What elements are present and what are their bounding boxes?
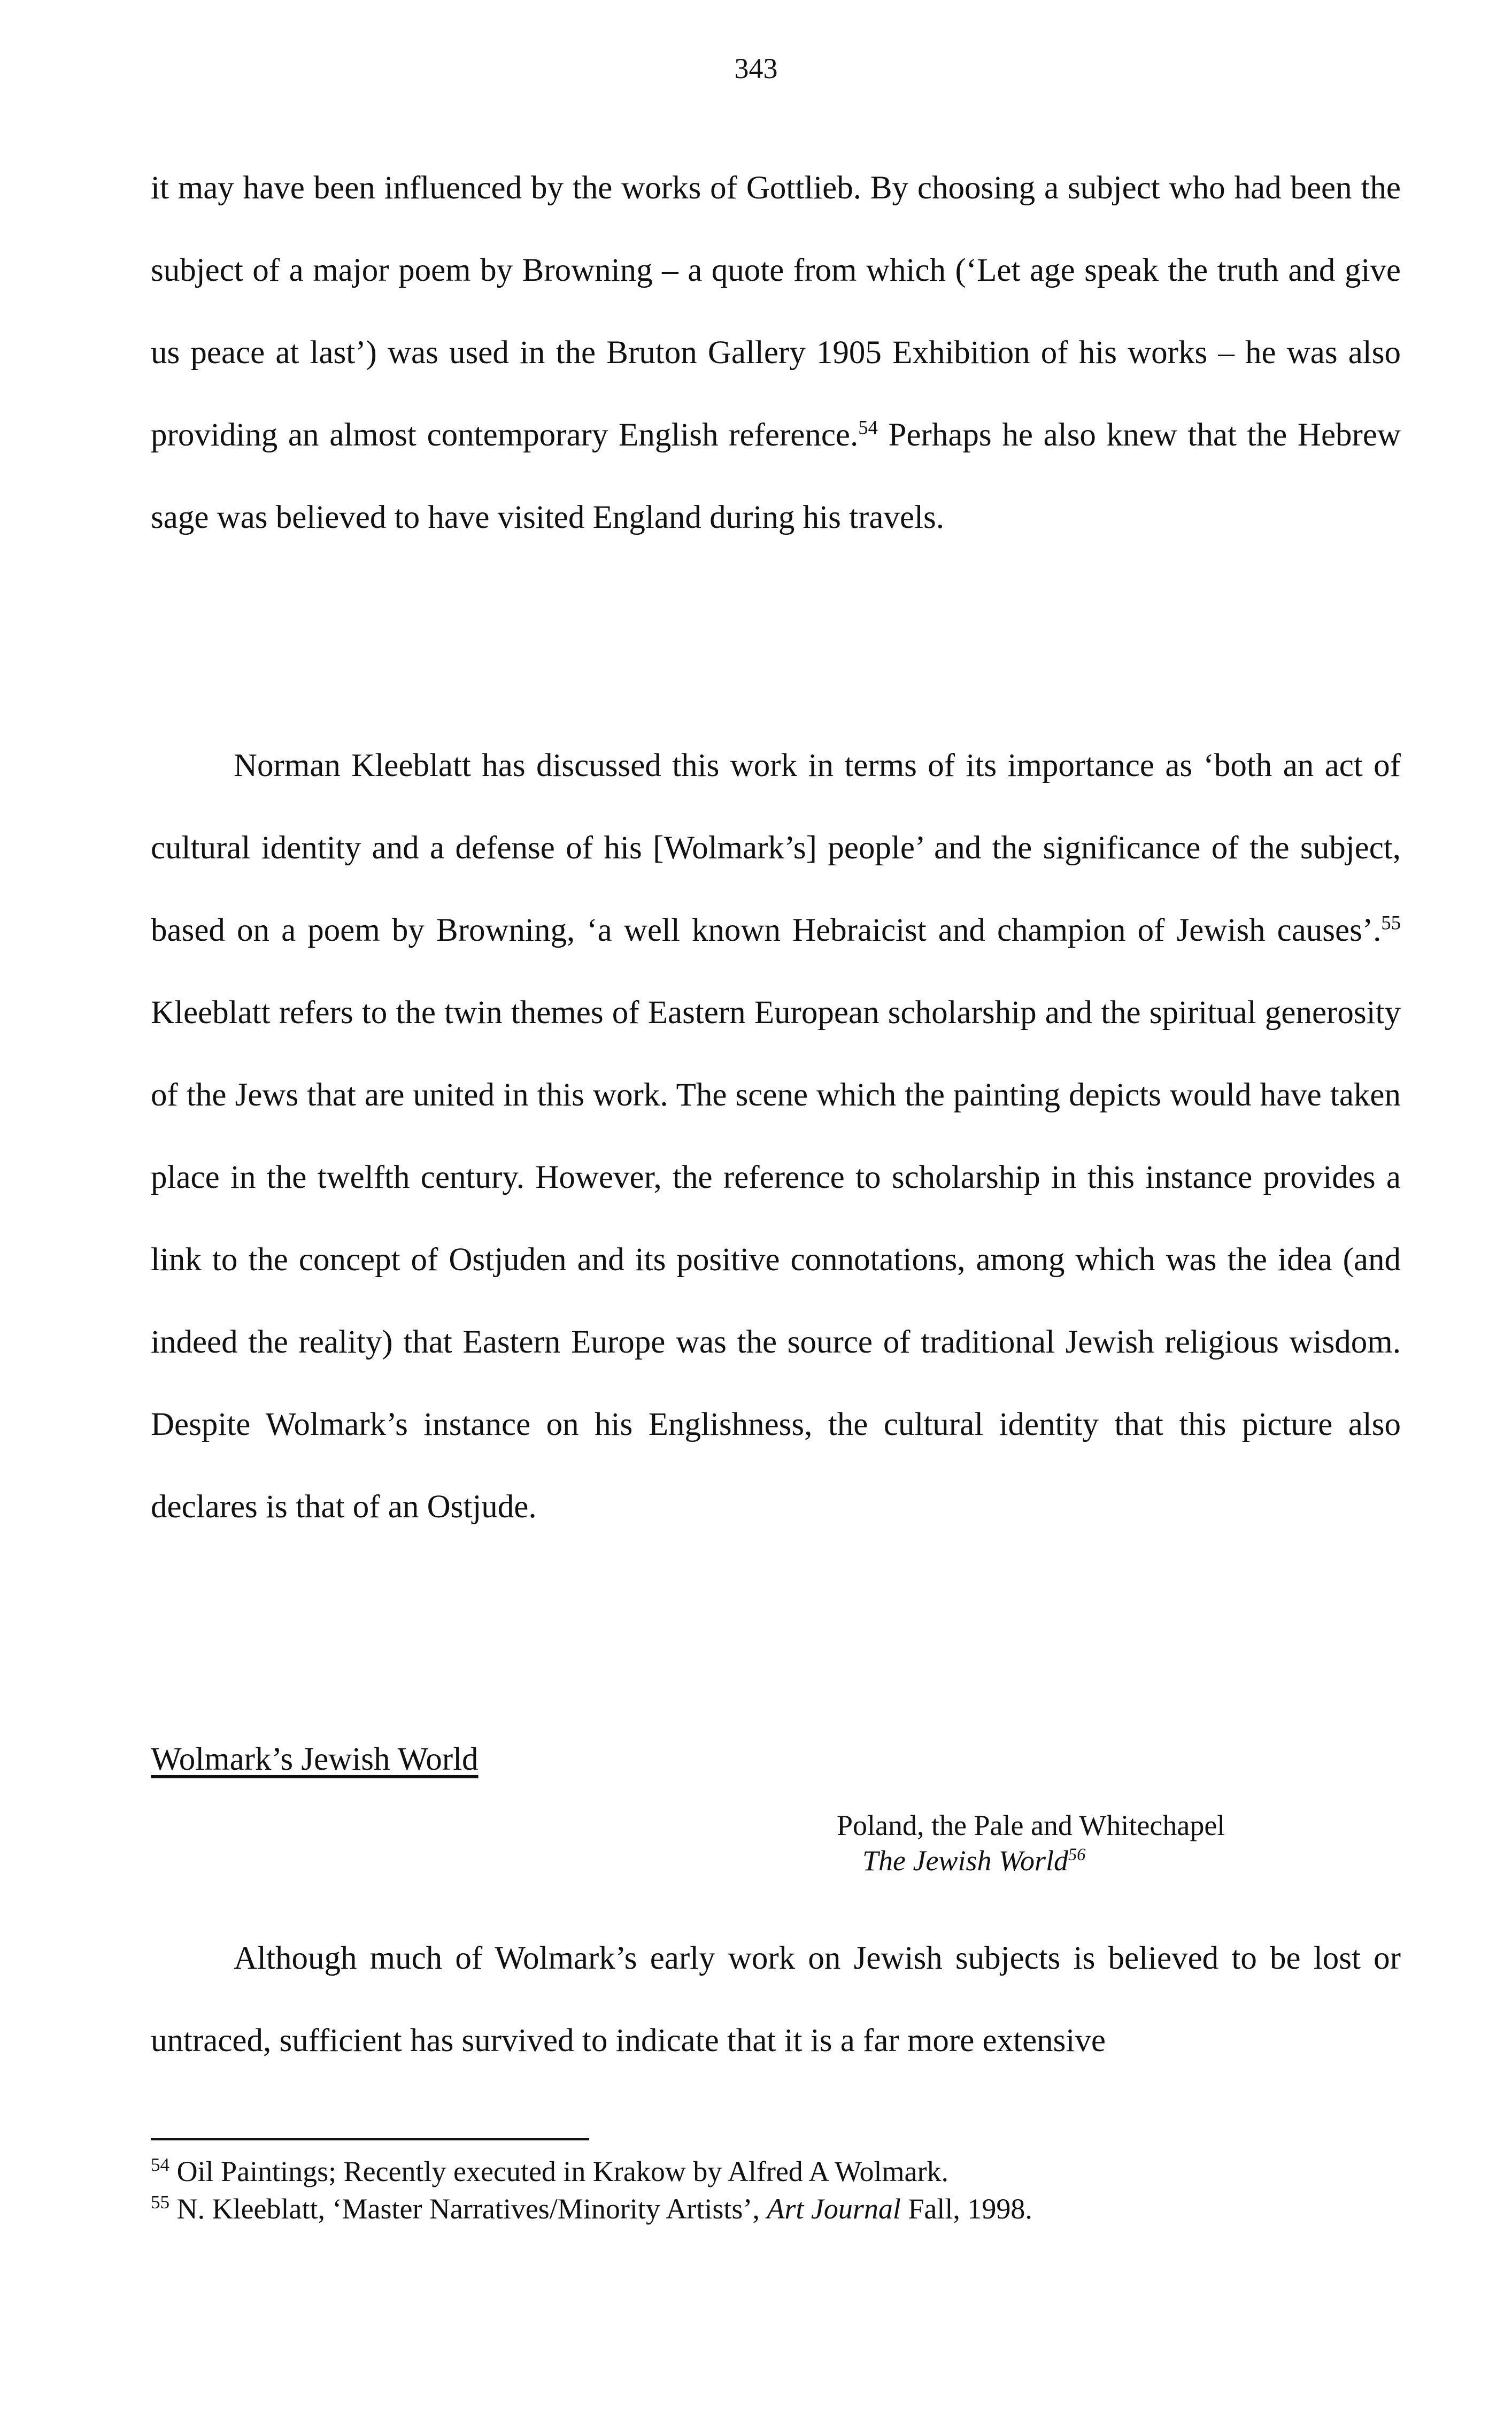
section-heading: Wolmark’s Jewish World bbox=[151, 1741, 479, 1777]
footnotes bbox=[151, 2153, 1401, 2228]
footnote-ref[interactable]: 55 bbox=[1381, 911, 1401, 934]
footnote-number: 54 bbox=[151, 2154, 170, 2175]
body-paragraph bbox=[151, 147, 1401, 559]
footnote-number: 55 bbox=[151, 2192, 170, 2213]
footnote-divider bbox=[151, 2138, 589, 2140]
paragraph-text: it may have been influenced by the works of Gottlieb. By choosing a subject who had been the subject of a major poem by Browning – a quote from which (‘Let age speak the truth and give us peace at last’) was used in the Bruton Gallery 1905 Exhibition of his works – he was also providing an almost contemporary English reference. bbox=[151, 170, 1401, 453]
paragraph-text: Norman Kleeblatt has discussed this work in terms of its importance as ‘both an act of cultural identity and a defense of his [Wolmark’s] people’ and the significance of the subject, based on a poem by Browning, ‘a well known Hebraicist and champion of Jewish causes’. bbox=[151, 748, 1401, 948]
body-paragraph bbox=[151, 1917, 1401, 2082]
footnote-journal-title: Art Journal bbox=[767, 2193, 901, 2225]
footnote-ref[interactable]: 54 bbox=[858, 416, 878, 439]
page-number: 343 bbox=[734, 52, 778, 85]
footnote bbox=[151, 2153, 1401, 2190]
paragraph-text: Although much of Wolmark’s early work on Jewish subjects is believed to be lost or untraced, sufficient has survived to indicate that it is a far more extensive bbox=[151, 1940, 1401, 2059]
epigraph-line: Poland, the Pale and Whitechapel bbox=[837, 1809, 1225, 1841]
footnote-text: N. Kleeblatt, ‘Master Narratives/Minority Artists’, bbox=[176, 2193, 767, 2225]
footnote-text: Fall, 1998. bbox=[900, 2193, 1032, 2225]
footnote bbox=[151, 2190, 1401, 2228]
epigraph bbox=[837, 1808, 1225, 1878]
epigraph-source-title: The Jewish World bbox=[862, 1845, 1069, 1877]
paragraph-text: Perhaps he also knew that the Hebrew sage was believed to have visited England during his travels. bbox=[151, 417, 1401, 535]
footnote-text: Oil Paintings; Recently executed in Krakow by Alfred A Wolmark. bbox=[176, 2155, 948, 2187]
footnote-ref[interactable]: 56 bbox=[1068, 1845, 1086, 1864]
paragraph-text: Kleeblatt refers to the twin themes of Eastern European scholarship and the spiritual generosity of the Jews that are united in this work. The scene which the painting depicts would have taken place in the twelfth century. However, the reference to scholarship in this instance provides a link to the concept of Ostjuden and its positive connotations, among which was the idea (and indeed the reality) that Eastern Europe was the source of traditional Jewish religious wisdom. Despite Wolmark’s instance on his Englishness, the cultural identity that this picture also declares is that of an Ostjude. bbox=[151, 995, 1401, 1525]
body-paragraph bbox=[151, 725, 1401, 1548]
epigraph-source bbox=[837, 1843, 1225, 1878]
